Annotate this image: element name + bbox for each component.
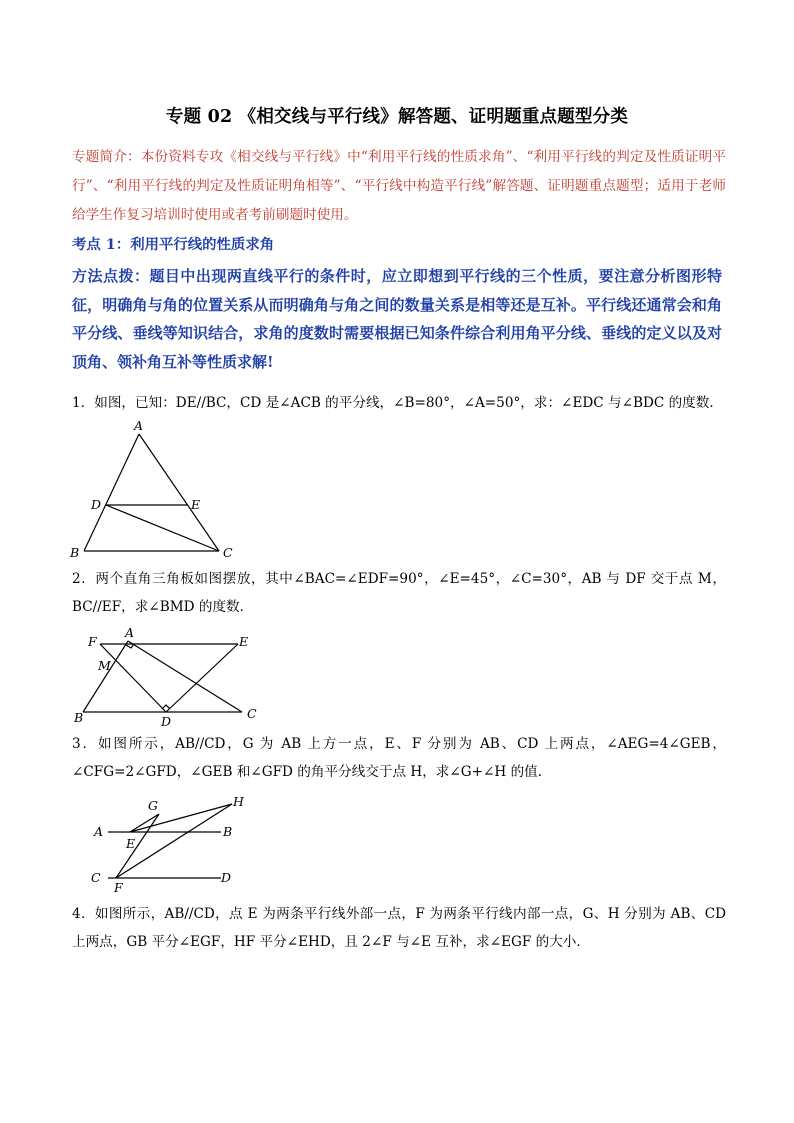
label-M: M — [98, 658, 111, 673]
label-E: E — [126, 836, 136, 851]
label-D: D — [161, 714, 172, 729]
label-B: B — [74, 710, 84, 725]
label-D: D — [91, 497, 102, 512]
label-B: B — [70, 545, 80, 560]
label-F: F — [114, 880, 123, 894]
label-D: D — [221, 870, 232, 885]
label-C: C — [91, 870, 101, 885]
label-H: H — [233, 794, 244, 809]
label-C: C — [247, 706, 257, 721]
label-A: A — [125, 625, 135, 640]
problem-2-text: 2．两个直角三角板如图摆放，其中∠BAC=∠EDF=90°，∠E=45°，∠C=30°，AB 与 DF 交于点 M，BC//EF，求∠BMD 的度数． — [72, 571, 726, 615]
topic-intro: 专题简介：本份资料专攻《相交线与平行线》中“利用平行线的性质求角”、“利用平行线的判定及性质证明平行”、“利用平行线的判定及性质证明角相等”、“平行线中构造平行线”解答题、证明题重点题型；适用于老师给学生作复习培训时使用或者考前刷题时使用。 — [72, 149, 726, 223]
problem-2-figure — [70, 624, 270, 734]
label-F: F — [88, 634, 97, 649]
label-A: A — [134, 418, 144, 433]
label-G: G — [148, 798, 158, 813]
label-E: E — [191, 497, 201, 512]
problem-4-text: 4．如图所示，AB//CD，点 E 为两条平行线外部一点，F 为两条平行线内部一点，G、H 分别为 AB、CD 上两点，GB 平分∠EGF，HF 平分∠EHD，且 2∠F 与∠E 互补，求∠EGF 的大小． — [72, 906, 726, 950]
problem-3-figure — [86, 794, 261, 894]
label-E: E — [239, 634, 249, 649]
document-title: 专题 02 《相交线与平行线》解答题、证明题重点题型分类 — [165, 107, 629, 127]
label-B: B — [223, 824, 233, 839]
label-A: A — [94, 824, 104, 839]
method-tip: 方法点拨：题目中出现两直线平行的条件时，应立即想到平行线的三个性质，要注意分析图形特征，明确角与角的位置关系从而明确角与角之间的数量关系是相等还是互补。平行线还通常会和角平分线、垂线等知识结合，求角的度数时需要根据已知条件综合利用角平分线、垂线的定义以及对顶角、领补角互补等性质求解! — [72, 267, 722, 371]
problem-1-figure — [66, 416, 246, 566]
problem-3-text: 3．如图所示，AB//CD，G 为 AB 上方一点，E、F 分别为 AB、CD 上两点，∠AEG=4∠GEB，∠CFG=2∠GFD，∠GEB 和∠GFD 的角平分线交于点 H，求∠G+∠H 的值． — [72, 736, 726, 780]
problem-1-text: 1．如图，已知：DE//BC，CD 是∠ACB 的平分线，∠B=80°，∠A=50°，求：∠EDC 与∠BDC 的度数． — [72, 395, 723, 411]
label-C: C — [223, 545, 233, 560]
section-heading: 考点 1：利用平行线的性质求角 — [72, 236, 275, 253]
